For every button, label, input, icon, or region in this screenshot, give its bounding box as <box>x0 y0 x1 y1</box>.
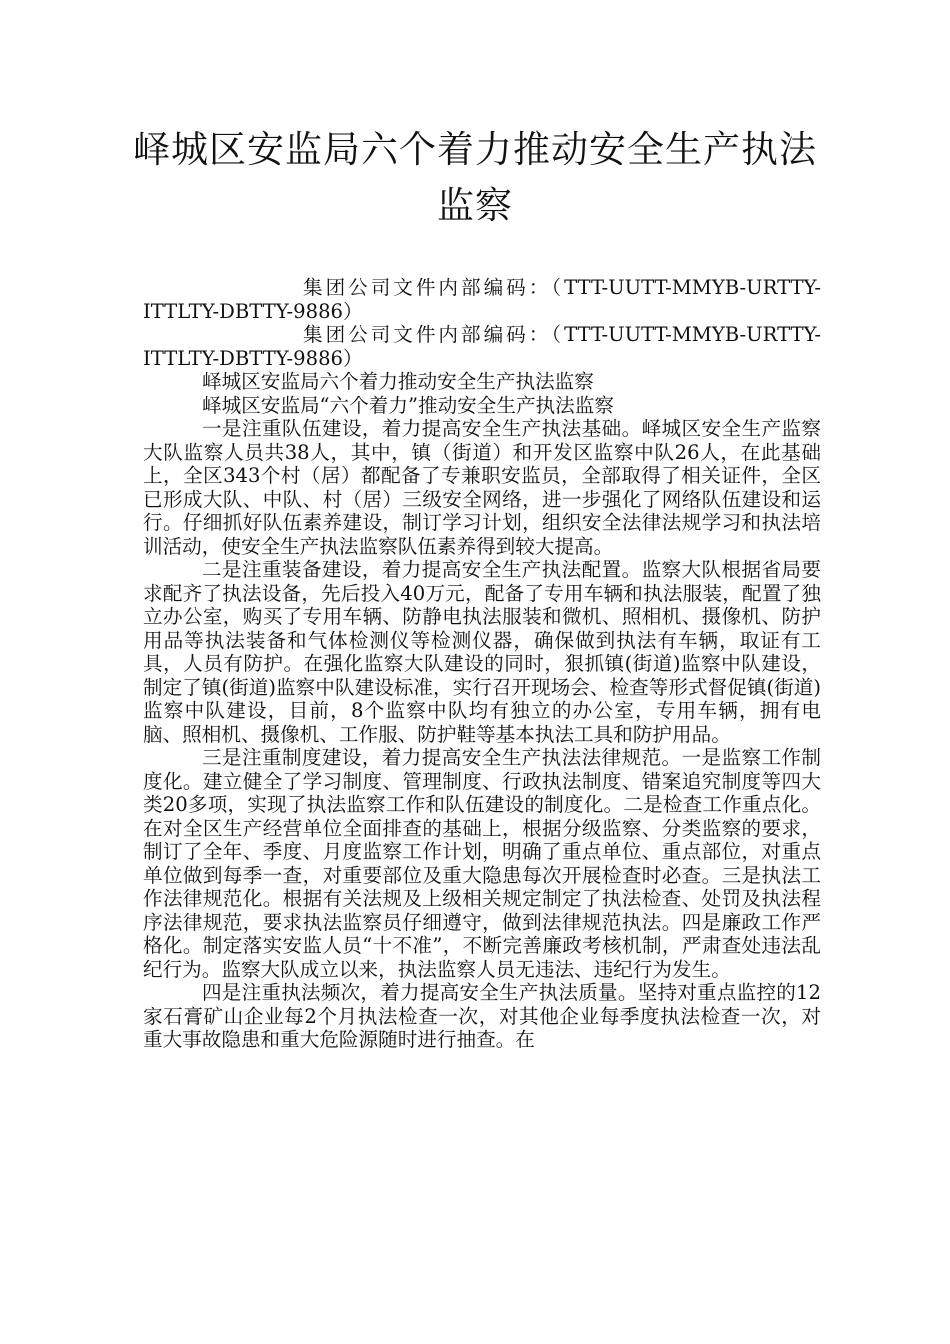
document-heading-quoted: 峄城区安监局“六个着力”推动安全生产执法监察 <box>202 393 614 417</box>
paragraph-frequency: 四是注重执法频次，着力提高安全生产执法质量。坚持对重点监控的12家石膏矿山企业每2个月执法检查一次，对其他企业每季度执法检查一次，对重大事故隐患和重大危险源随时进行抽查。在 <box>143 981 821 1051</box>
paragraph-team-building: 一是注重队伍建设，着力提高安全生产执法基础。峄城区安全生产监察大队监察人员共38人，其中，镇（街道）和开发区监察中队26人，在此基础上，全区343个村（居）都配备了专兼职安监员，全部取得了相关证件，全区已形成大队、中队、村（居）三级安全网络，进一步强化了网络队伍建设和运行。仔细抓好队伍素养建设，制订学习计划，组织安全法律法规学习和执法培训活动，使安全生产执法监察队伍素养得到较大提高。 <box>143 417 821 558</box>
document-heading: 峄城区安监局六个着力推动安全生产执法监察 <box>202 370 594 393</box>
document-code-line: 集团公司文件内部编码：（TTT-UUTT-MMYB-URTTY-ITTLTY-DBTTY-9886） <box>143 276 821 323</box>
document-title: 峄城区安监局六个着力推动安全生产执法监察 <box>133 128 817 227</box>
document-body <box>143 276 821 1052</box>
paragraph-equipment: 二是注重装备建设，着力提高安全生产执法配置。监察大队根据省局要求配齐了执法设备，先后投入40万元，配备了专用车辆和执法服装，配置了独立办公室，购买了专用车辆、防静电执法服装和微机、照相机、摄像机、防护用品等执法装备和气体检测仪等检测仪器，确保做到执法有车辆，取证有工具，人员有防护。在强化监察大队建设的同时，狠抓镇(街道)监察中队建设，制定了镇(街道)监察中队建设标准，实行召开现场会、检查等形式督促镇(街道)监察中队建设，目前，8个监察中队均有独立的办公室，专用车辆，拥有电脑、照相机、摄像机、工作服、防护鞋等基本执法工具和防护用品。 <box>143 558 821 746</box>
document-code-line: 集团公司文件内部编码：（TTT-UUTT-MMYB-URTTY-ITTLTY-DBTTY-9886） <box>143 323 821 370</box>
paragraph-regulations: 三是注重制度建设，着力提高安全生产执法法律规范。一是监察工作制度化。建立健全了学习制度、管理制度、行政执法制度、错案追究制度等四大类20多项，实现了执法监察工作和队伍建设的制度化。二是检查工作重点化。在对全区生产经营单位全面排查的基础上，根据分级监察、分类监察的要求，制订了全年、季度、月度监察工作计划，明确了重点单位、重点部位，对重点单位做到每季一查，对重要部位及重大隐患每次开展检查时必查。三是执法工作法律规范化。根据有关法规及上级相关规定制定了执法检查、处罚及执法程序法律规范，要求执法监察员仔细遵守，做到法律规范执法。四是廉政工作严格化。制定落实安监人员“十不准”，不断完善廉政考核机制，严肃查处违法乱纪行为。监察大队成立以来，执法监察人员无违法、违纪行为发生。 <box>143 746 821 981</box>
